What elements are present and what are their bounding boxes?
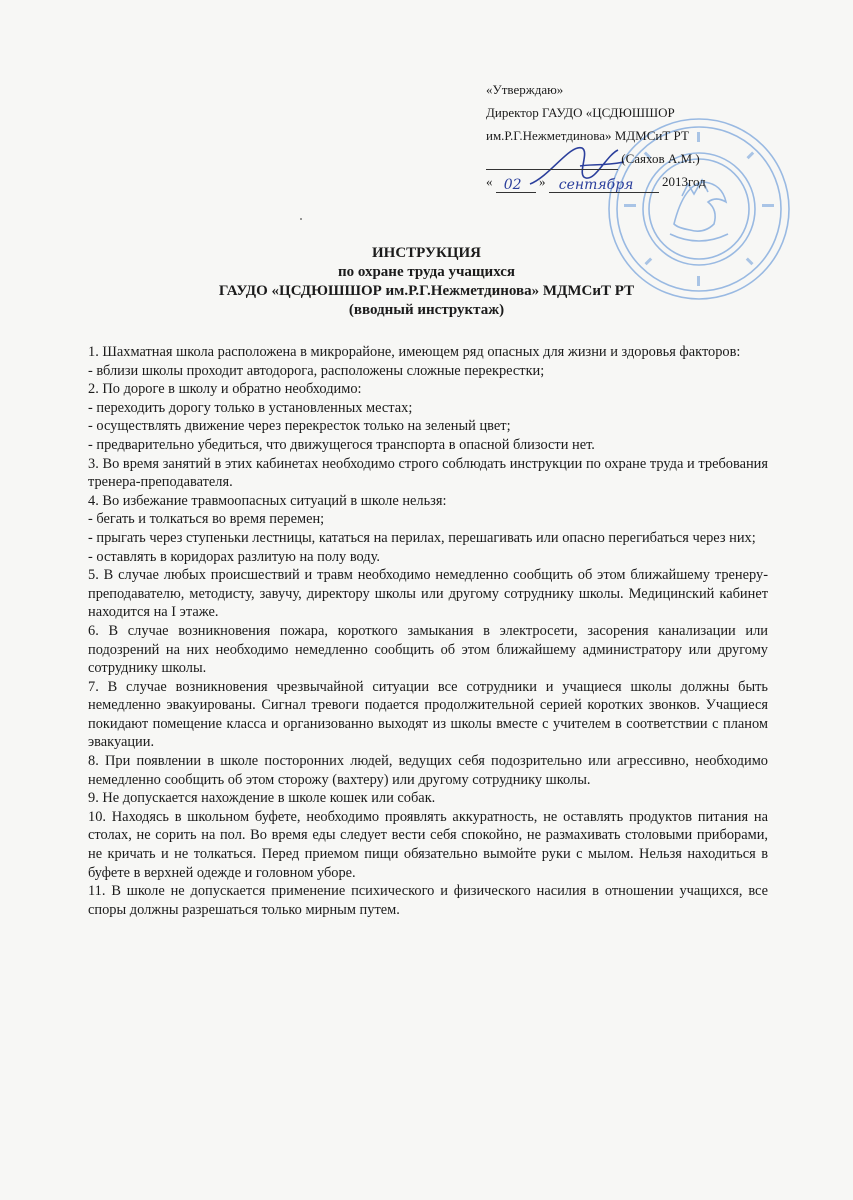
signature-underline	[486, 155, 618, 170]
approve-label: «Утверждаю»	[486, 82, 564, 97]
paragraph: 2. По дороге в школу и обратно необходимо:	[88, 381, 362, 398]
date-close-quote: »	[539, 174, 546, 189]
date-day: 02	[503, 177, 522, 193]
paragraph: 5. В случае любых происшествий и травм необходимо немедленно сообщить об этом ближайшему тренеру-преподавателю, методисту, завучу, директору школы или другому сотруднику школы. Медицинский кабинет находится на I этаже.	[88, 567, 768, 621]
paragraph: 4. Во избежание травмоопасных ситуаций в школе нельзя:	[88, 492, 447, 509]
title-line-4: (вводный инструктаж)	[348, 302, 505, 318]
paragraph: 6. В случае возникновения пожара, короткого замыкания в электросети, засорения канализации или подозрений на них необходимо немедленно сообщить об этом ближайшему администратору или другому сотруднику школы.	[88, 622, 768, 677]
paragraph: - бегать и толкаться во время перемен;	[88, 511, 325, 528]
paragraph: 9. Не допускается нахождение в школе кошек или собак.	[88, 790, 436, 807]
paragraph: 10. Находясь в школьном буфете, необходимо проявлять аккуратность, не оставлять продуктов питания на столах, не сорить на пол. Во время еды следует вести себя спокойно, не размахивать столовыми приборами, не кричать и не толкаться. Перед приемом пищи обязательно вымойте руки с мылом. Нельзя находиться в буфете в верхней одежде и головном уборе.	[88, 808, 768, 881]
paragraph: - вблизи школы проходит автодорога, расположены сложные перекрестки;	[88, 362, 545, 379]
title-line-3: ГАУДО «ЦСДЮШШОР им.Р.Г.Нежметдинова» МДМСиТ РТ	[218, 283, 635, 299]
approval-block	[486, 78, 786, 193]
date-month-field	[549, 178, 659, 193]
signature-line	[486, 147, 786, 170]
title-line-2: по охране труда учащихся	[337, 264, 516, 280]
document-title	[0, 244, 853, 320]
date-open-quote: «	[486, 174, 493, 189]
paragraph: 7. В случае возникновения чрезвычайной ситуации все сотрудники и учащиеся школы должны быть немедленно эвакуированы. Сигнал тревоги подается продолжительной серией коротких звонков. Учащиеся покидают помещение класса и организованно выходят из школы вместе с учителем в соответствии с планом эвакуации.	[88, 678, 768, 751]
approval-date	[486, 170, 786, 193]
paragraph: - оставлять в коридорах разлитую на полу воду.	[88, 548, 380, 565]
date-month: сентября	[558, 177, 634, 193]
paragraph: 3. Во время занятий в этих кабинетах необходимо строго соблюдать инструкции по охране труда и требования тренера-преподавателя.	[88, 455, 768, 491]
paragraph: - осуществлять движение через перекресток только на зеленый цвет;	[88, 418, 511, 435]
paragraph: - прыгать через ступеньки лестницы, кататься на перилах, перешагивать или опасно перегибаться через них;	[88, 529, 756, 546]
director-position-line-2: им.Р.Г.Нежметдинова» МДМСиТ РТ	[486, 128, 689, 143]
date-day-field	[496, 178, 536, 193]
instruction-body	[88, 343, 768, 919]
date-year: 2013год	[662, 174, 706, 189]
paragraph: - предварительно убедиться, что движущегося транспорта в опасной близости нет.	[88, 436, 595, 453]
paragraph: - переходить дорогу только в установленных местах;	[88, 399, 413, 416]
paragraph: 11. В школе не допускается применение психического и физического насилия в отношении учащихся, все споры должны разрешаться только мирным путем.	[88, 883, 768, 918]
title-line-1: ИНСТРУКЦИЯ	[371, 245, 481, 261]
director-position-line-1: Директор ГАУДО «ЦСДЮШШОР	[486, 105, 675, 120]
paragraph: 8. При появлении в школе посторонних людей, ведущих себя подозрительно или агрессивно, необходимо немедленно сообщить об этом сторожу (вахтеру) или другому сотруднику школы.	[88, 753, 768, 788]
scan-speck	[300, 218, 302, 220]
signatory-name: (Саяхов А.М.)	[621, 151, 700, 166]
paragraph: 1. Шахматная школа расположена в микрорайоне, имеющем ряд опасных для жизни и здоровья факторов:	[88, 344, 741, 360]
